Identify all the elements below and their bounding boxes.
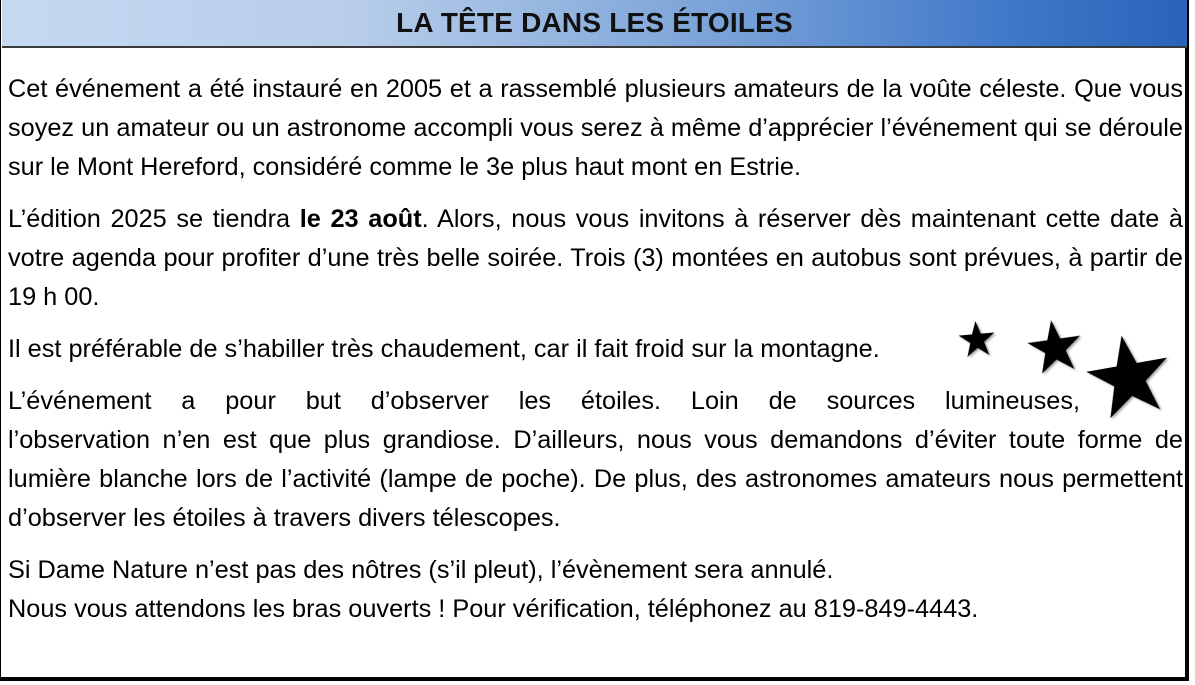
date-details-text: . Alors, nous vous invitons à réserver dès maintenant cette date à votre agenda pour profiter d’une très belle soirée. Trois (3) montées en autobus sont prévues, à partir de 19 h 00. (8, 205, 1184, 311)
observation-first-line: L’événement a pour but d’observer les étoiles. Loin de sources lumineuses, (8, 387, 1080, 415)
stars-icon (951, 314, 1181, 424)
date-intro-text: L’édition 2025 se tiendra (8, 205, 300, 233)
small-star-icon (957, 320, 996, 358)
contact-line: Nous vous attendons les bras ouverts ! Pour vérification, téléphonez au 819-849-4443. (8, 595, 979, 623)
event-date: le 23 août (299, 205, 422, 233)
weather-notice: Si Dame Nature n’est pas des nôtres (s’il pleut), l’évènement sera annulé. (8, 556, 834, 584)
paragraph-weather-contact (8, 551, 1183, 629)
observation-rest: l’observation n’en est que plus grandiose. D’ailleurs, nous vous demandons d’éviter toute forme de lumière blanche lors de l’activité (lampe de poche). De plus, des astronomes amateurs nous permettent d’observer les étoiles à travers divers télescopes. (8, 426, 1183, 532)
paragraph-clothing: Il est préférable de s’habiller très chaudement, car il fait froid sur la montagne. (8, 335, 880, 363)
page-title: LA TÊTE DANS LES ÉTOILES (396, 7, 793, 38)
medium-star-icon (1025, 317, 1085, 376)
title-bar (2, 0, 1187, 48)
paragraph-date (8, 200, 1183, 317)
large-star-icon (1081, 329, 1176, 421)
paragraph-intro: Cet événement a été instauré en 2005 et a rassemblé plusieurs amateurs de la voûte céleste. Que vous soyez un amateur ou un astronome accompli vous serez à même d’apprécier l’événement qui se déroule sur le Mont Hereford, considéré comme le 3e plus haut mont en Estrie. (8, 75, 1183, 181)
